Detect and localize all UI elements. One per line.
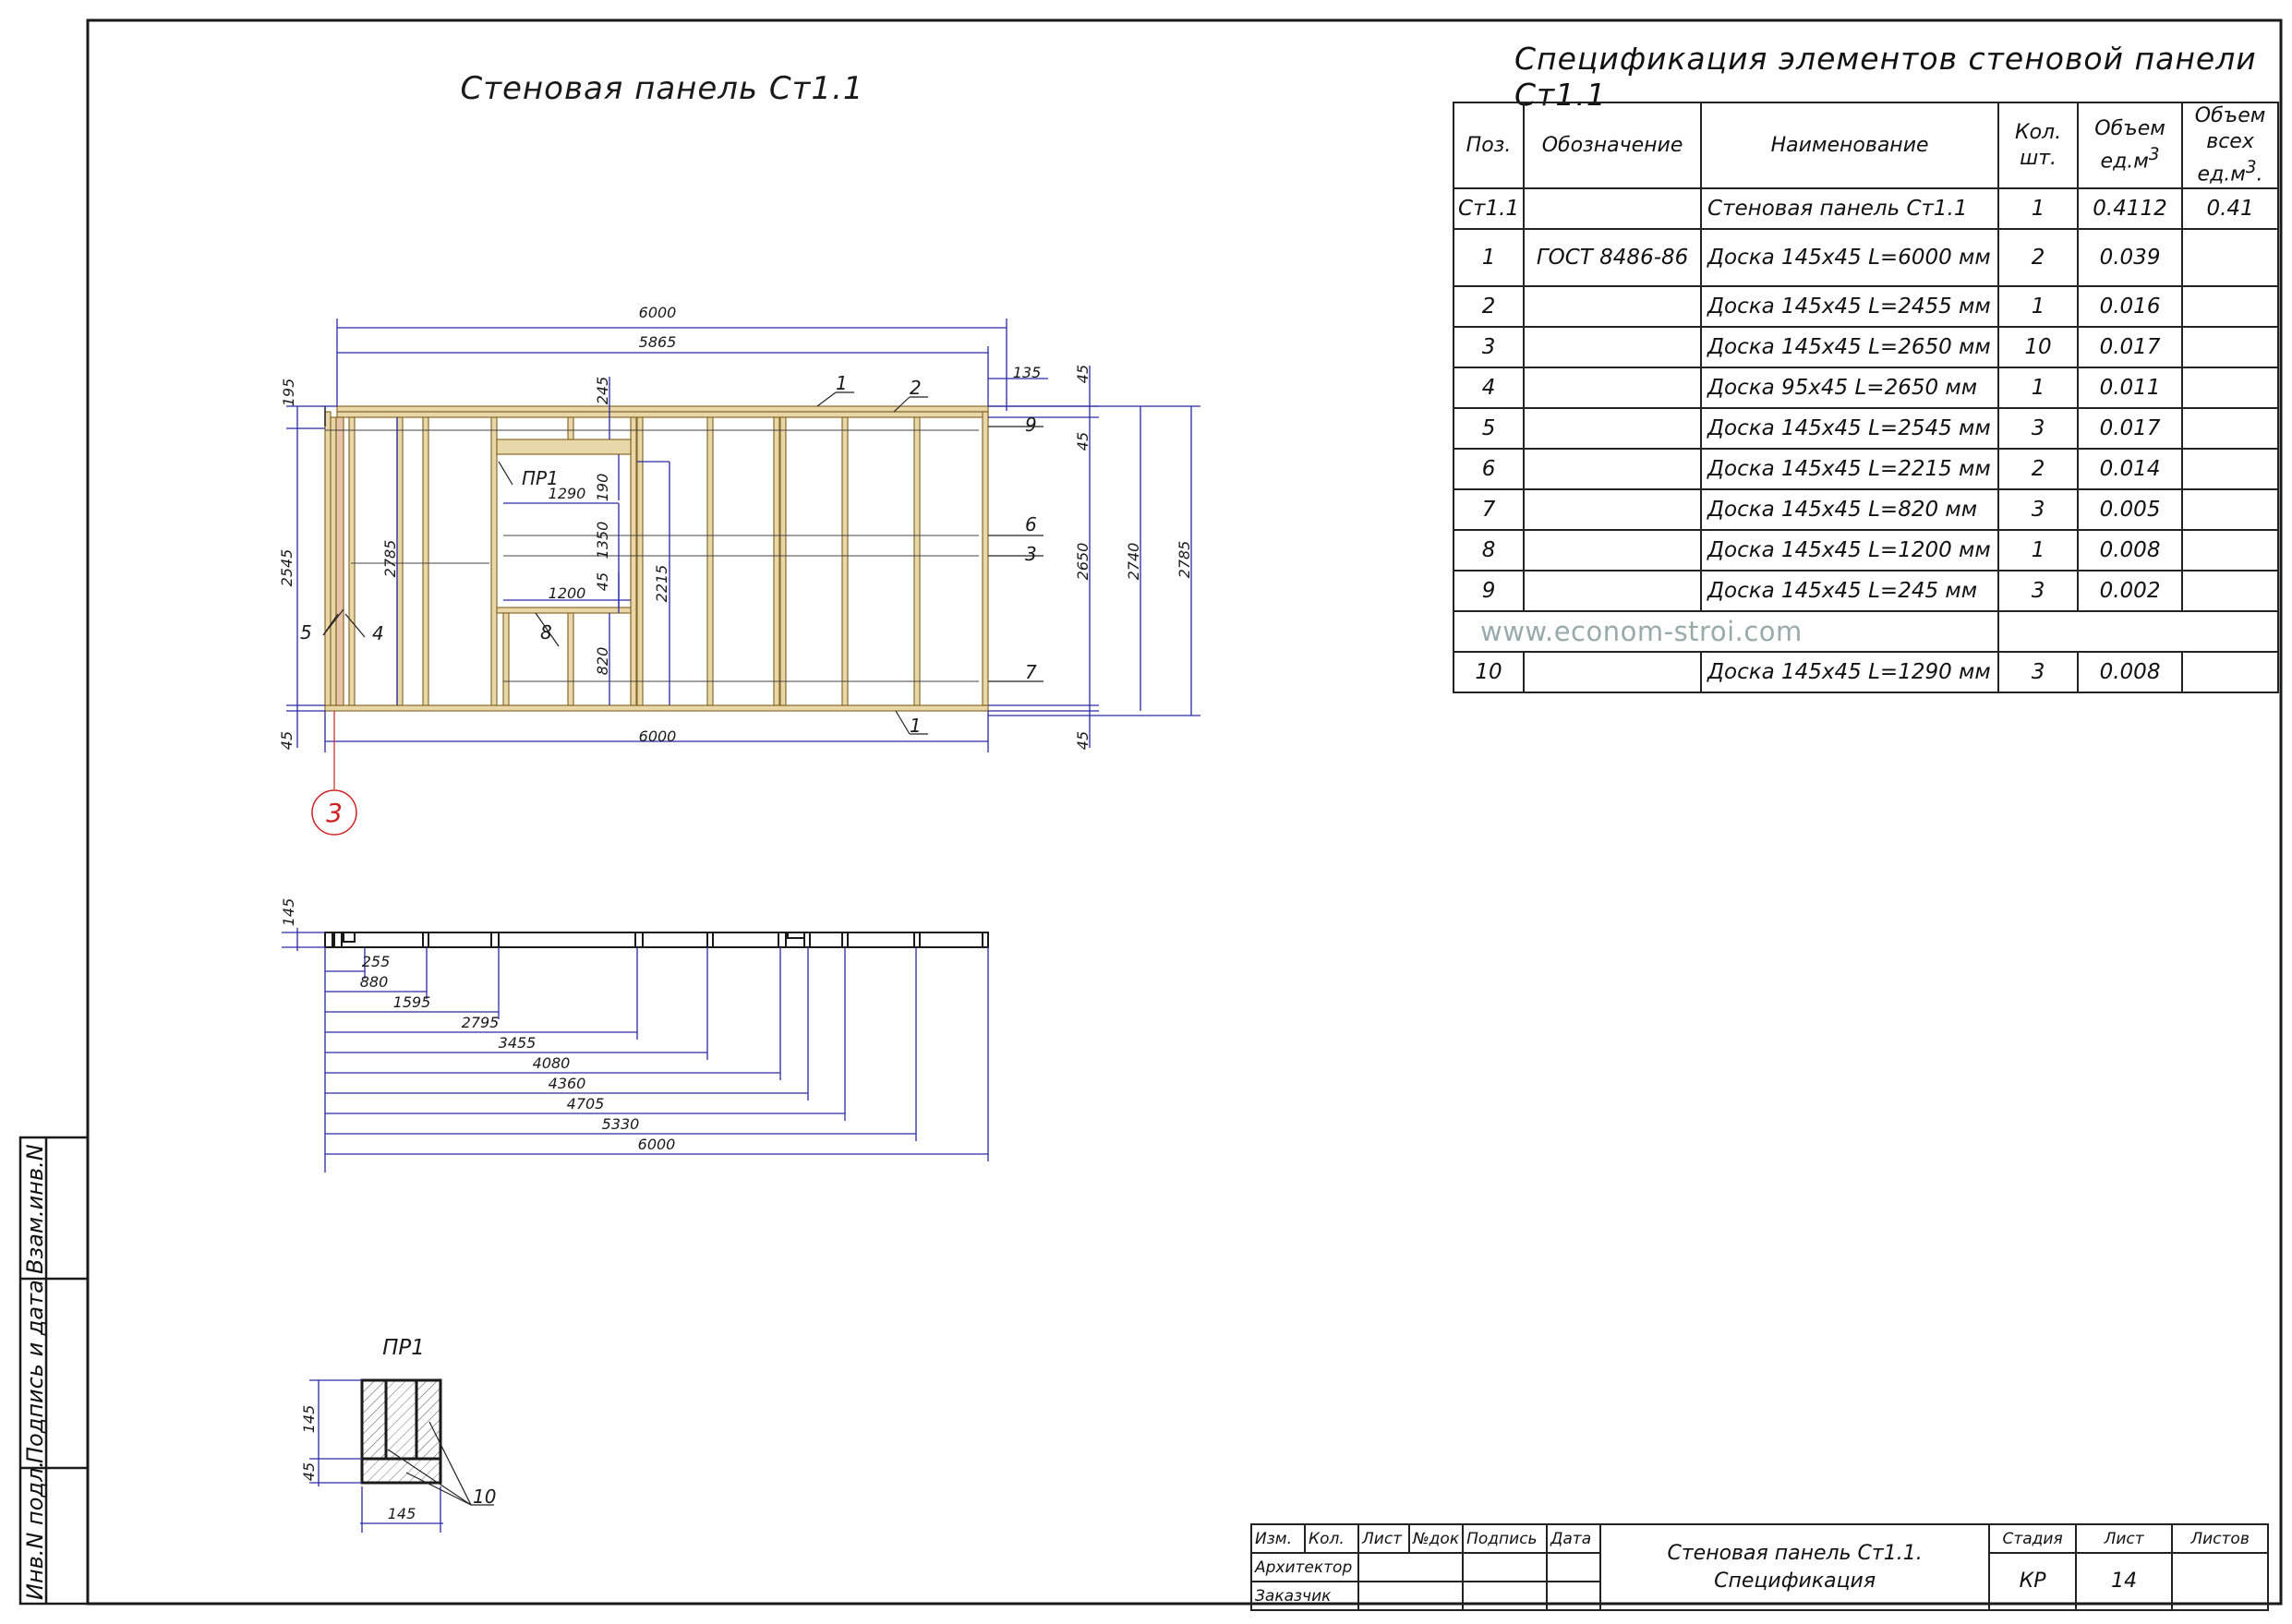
dim-45-left: 45 xyxy=(278,730,296,751)
header-designation: Обозначение xyxy=(1524,102,1701,188)
spec-cell-qty: 1 xyxy=(1998,367,2078,408)
spec-cell-vol: 0.016 xyxy=(2078,286,2182,327)
callout-9: 9 xyxy=(1025,414,1037,436)
dim-2545: 2545 xyxy=(278,548,296,587)
spec-cell-pos: 6 xyxy=(1454,449,1524,489)
plan-offset-1595: 1595 xyxy=(392,993,431,1011)
tb-sheet-label: Лист xyxy=(2076,1524,2172,1553)
spec-cell-designation: ГОСТ 8486-86 xyxy=(1524,229,1701,286)
tb-kol: Кол. xyxy=(1305,1524,1358,1553)
spec-cell-pos: 7 xyxy=(1454,489,1524,530)
wall-panel-plan xyxy=(325,932,988,947)
dim-245: 245 xyxy=(594,376,611,405)
watermark-text: www.econom-stroi.com xyxy=(1454,611,1998,652)
callout-7: 7 xyxy=(1025,661,1037,683)
spec-cell-qty: 3 xyxy=(1998,571,2078,611)
spec-cell-qty: 3 xyxy=(1998,652,2078,692)
header-pos: Поз. xyxy=(1454,102,1524,188)
header-vol-all: Объем всех $ед.м^3$. xyxy=(2182,102,2278,188)
spec-cell-pos: Ст1.1 xyxy=(1454,188,1524,229)
stud xyxy=(336,417,344,705)
dim-45-right-bottom: 45 xyxy=(1074,730,1092,751)
dim-5865: 5865 xyxy=(638,333,677,351)
spec-row xyxy=(1454,652,2278,692)
stud xyxy=(707,417,713,705)
stud xyxy=(631,417,636,705)
spec-cell-vol: 0.014 xyxy=(2078,449,2182,489)
dim-2215: 2215 xyxy=(653,564,670,603)
spec-cell-vol: 0.008 xyxy=(2078,652,2182,692)
spec-cell-name: Доска 145х45 L=1200 мм xyxy=(1701,530,1998,571)
spec-cell-vol_all xyxy=(2182,229,2278,286)
leaders xyxy=(323,392,1043,789)
spec-cell-vol: 0.017 xyxy=(2078,327,2182,367)
spec-cell-name: Доска 145х45 L=2650 мм xyxy=(1701,327,1998,367)
spec-cell-qty: 2 xyxy=(1998,229,2078,286)
spec-cell-pos: 9 xyxy=(1454,571,1524,611)
spec-header-row xyxy=(1454,102,2278,188)
spec-cell-vol: 0.017 xyxy=(2078,408,2182,449)
dim-6000-bottom: 6000 xyxy=(638,728,677,745)
tb-ndok: №док xyxy=(1409,1524,1463,1553)
tb-customer: Заказчик xyxy=(1251,1582,1358,1610)
plan-offset-6000: 6000 xyxy=(637,1136,676,1153)
spec-cell-vol: 0.008 xyxy=(2078,530,2182,571)
spec-cell-designation xyxy=(1524,188,1701,229)
dim-45-right-2: 45 xyxy=(1074,431,1092,451)
label-pr1: ПР1 xyxy=(522,467,559,489)
callout-8: 8 xyxy=(540,621,552,644)
plan-offset-5330: 5330 xyxy=(601,1115,640,1133)
top-plate-2 xyxy=(337,412,988,417)
header-name: Наименование xyxy=(1701,102,1998,188)
spec-cell-designation xyxy=(1524,489,1701,530)
spec-cell-name: Доска 145х45 L=1290 мм xyxy=(1701,652,1998,692)
stud xyxy=(914,417,920,705)
spec-cell-vol: 0.4112 xyxy=(2078,188,2182,229)
stud xyxy=(331,417,336,705)
spec-cell-pos: 5 xyxy=(1454,408,1524,449)
spec-group-row xyxy=(1454,611,2278,652)
stud xyxy=(774,417,779,705)
spec-row xyxy=(1454,229,2278,286)
stud xyxy=(780,417,786,705)
cripple-stud xyxy=(503,613,509,705)
dim-1200: 1200 xyxy=(548,584,586,602)
window-sill xyxy=(497,607,631,613)
spec-cell-vol_all xyxy=(2182,530,2278,571)
tb-sheets xyxy=(2172,1553,2268,1610)
tb-list: Лист xyxy=(1358,1524,1409,1553)
spec-cell-designation xyxy=(1524,530,1701,571)
spec-cell-name: Стеновая панель Ст1.1 xyxy=(1701,188,1998,229)
side-inv-podl: Инв.N подл. xyxy=(22,1461,48,1600)
dim-1350: 1350 xyxy=(594,521,611,559)
stud xyxy=(325,412,331,705)
spec-row xyxy=(1454,449,2278,489)
detail-dim-145-v: 145 xyxy=(300,1404,318,1434)
detail-callout-10: 10 xyxy=(473,1486,497,1508)
stud xyxy=(983,412,988,705)
dim-135: 135 xyxy=(1012,364,1042,381)
spec-cell-designation xyxy=(1524,367,1701,408)
spec-cell-vol: 0.002 xyxy=(2078,571,2182,611)
dim-45-right-top: 45 xyxy=(1074,364,1092,384)
header-qty: Кол. шт. xyxy=(1998,102,2078,188)
spec-cell-pos: 10 xyxy=(1454,652,1524,692)
drawing-title: Стеновая панель Ст1.1 xyxy=(460,70,864,107)
spec-cell-vol: 0.011 xyxy=(2078,367,2182,408)
callout-6: 6 xyxy=(1025,513,1037,535)
stud xyxy=(842,417,848,705)
spec-cell-vol: 0.039 xyxy=(2078,229,2182,286)
detail-dim-145-h: 145 xyxy=(387,1505,416,1522)
spec-cell-vol: 0.005 xyxy=(2078,489,2182,530)
dim-2785-outer: 2785 xyxy=(1176,540,1193,579)
spec-cell-name: Доска 145х45 L=2455 мм xyxy=(1701,286,1998,327)
tb-stage-label: Стадия xyxy=(1989,1524,2076,1553)
window-header-pr1 xyxy=(497,439,631,454)
plan-offset-880: 880 xyxy=(359,973,389,991)
title-block xyxy=(1250,1523,2269,1611)
callout-1-bottom: 1 xyxy=(910,715,922,737)
spec-cell-pos: 3 xyxy=(1454,327,1524,367)
spec-row xyxy=(1454,530,2278,571)
spec-cell-vol_all xyxy=(2182,408,2278,449)
detail-dim-45-v: 45 xyxy=(300,1462,318,1482)
top-plate-1 xyxy=(337,406,988,412)
spec-cell-designation xyxy=(1524,571,1701,611)
dim-2650: 2650 xyxy=(1074,542,1092,581)
dim-2740: 2740 xyxy=(1125,542,1142,581)
spec-cell-qty: 3 xyxy=(1998,489,2078,530)
spec-table xyxy=(1453,102,2279,693)
plan-offset-2795: 2795 xyxy=(461,1014,500,1031)
spec-cell-qty: 10 xyxy=(1998,327,2078,367)
spec-cell-designation xyxy=(1524,449,1701,489)
spec-cell-qty: 1 xyxy=(1998,286,2078,327)
callout-2: 2 xyxy=(910,377,922,399)
dim-2785-inner: 2785 xyxy=(381,539,399,578)
spec-cell-designation xyxy=(1524,286,1701,327)
stud xyxy=(349,417,355,705)
dim-190: 190 xyxy=(594,473,611,502)
spec-cell-name: Доска 145х45 L=2545 мм xyxy=(1701,408,1998,449)
plan-dim-145: 145 xyxy=(280,897,297,927)
plan-offset-4080: 4080 xyxy=(532,1054,571,1072)
spec-row xyxy=(1454,489,2278,530)
side-podpis: Подпись и дата xyxy=(22,1280,48,1463)
stud xyxy=(637,417,643,705)
spec-cell-designation xyxy=(1524,652,1701,692)
spec-cell-name: Доска 145х45 L=2215 мм xyxy=(1701,449,1998,489)
spec-cell-vol_all xyxy=(2182,489,2278,530)
callout-1-top: 1 xyxy=(836,372,848,394)
callout-3: 3 xyxy=(1025,543,1037,565)
spec-cell-name: Доска 145х45 L=6000 мм xyxy=(1701,229,1998,286)
tb-sheets-label: Листов xyxy=(2172,1524,2268,1553)
spec-cell-name: Доска 145х45 L=245 мм xyxy=(1701,571,1998,611)
spec-cell-pos: 4 xyxy=(1454,367,1524,408)
spec-cell-name: Доска 145х45 L=820 мм xyxy=(1701,489,1998,530)
spec-row xyxy=(1454,188,2278,229)
spec-cell-name: Доска 95х45 L=2650 мм xyxy=(1701,367,1998,408)
dim-195: 195 xyxy=(280,378,297,407)
detail-title: ПР1 xyxy=(382,1336,425,1360)
spec-cell-qty: 1 xyxy=(1998,188,2078,229)
dim-45-window: 45 xyxy=(594,571,611,592)
bottom-plate xyxy=(325,705,988,711)
wall-panel-elevation xyxy=(325,406,988,711)
tb-podpis: Подпись xyxy=(1463,1524,1547,1553)
spec-cell-qty: 1 xyxy=(1998,530,2078,571)
header-vol-unit: Объем $ед.м^3$ xyxy=(2078,102,2182,188)
dim-1290: 1290 xyxy=(548,485,586,502)
section-mark-label: 3 xyxy=(326,798,343,828)
spec-cell-vol_all: 0.41 xyxy=(2182,188,2278,229)
spec-cell-pos: 8 xyxy=(1454,530,1524,571)
side-vzam: Взам.инв.N xyxy=(22,1144,48,1274)
spec-cell-vol_all xyxy=(2182,367,2278,408)
spec-row xyxy=(1454,571,2278,611)
callout-4: 4 xyxy=(372,622,384,644)
spec-cell-designation xyxy=(1524,408,1701,449)
spec-cell-vol_all xyxy=(2182,449,2278,489)
stud xyxy=(491,417,497,705)
detail-pr1 xyxy=(362,1380,440,1483)
tb-data: Дата xyxy=(1547,1524,1600,1553)
tb-sheet: 14 xyxy=(2076,1553,2172,1610)
spec-row xyxy=(1454,408,2278,449)
tb-doc-title: Стеновая панель Ст1.1. Спецификация xyxy=(1600,1524,1989,1610)
spec-cell-designation xyxy=(1524,327,1701,367)
spec-cell-vol_all xyxy=(2182,652,2278,692)
spec-row xyxy=(1454,327,2278,367)
spec-cell-pos: 2 xyxy=(1454,286,1524,327)
spec-row xyxy=(1454,286,2278,327)
tb-stage: КР xyxy=(1989,1553,2076,1610)
cripple-stud xyxy=(568,613,573,705)
plan-offset-4705: 4705 xyxy=(566,1095,605,1113)
stud xyxy=(423,417,428,705)
spec-title: Спецификация элементов стеновой панели Ст1.1 xyxy=(1514,41,2257,113)
tb-architect: Архитектор xyxy=(1251,1553,1358,1582)
dim-6000-top: 6000 xyxy=(638,304,677,321)
cripple-stud xyxy=(568,417,573,439)
spec-cell-qty: 3 xyxy=(1998,408,2078,449)
spec-group-rest xyxy=(1998,611,2278,652)
tb-izm: Изм. xyxy=(1251,1524,1305,1553)
spec-cell-vol_all xyxy=(2182,286,2278,327)
spec-cell-qty: 2 xyxy=(1998,449,2078,489)
spec-cell-pos: 1 xyxy=(1454,229,1524,286)
plan-offset-3455: 3455 xyxy=(498,1034,537,1052)
plan-offset-255: 255 xyxy=(361,953,391,970)
spec-row xyxy=(1454,367,2278,408)
callout-5: 5 xyxy=(300,621,312,644)
spec-cell-vol_all xyxy=(2182,571,2278,611)
dim-820: 820 xyxy=(594,646,611,676)
spec-cell-vol_all xyxy=(2182,327,2278,367)
plan-offset-4360: 4360 xyxy=(548,1075,586,1092)
